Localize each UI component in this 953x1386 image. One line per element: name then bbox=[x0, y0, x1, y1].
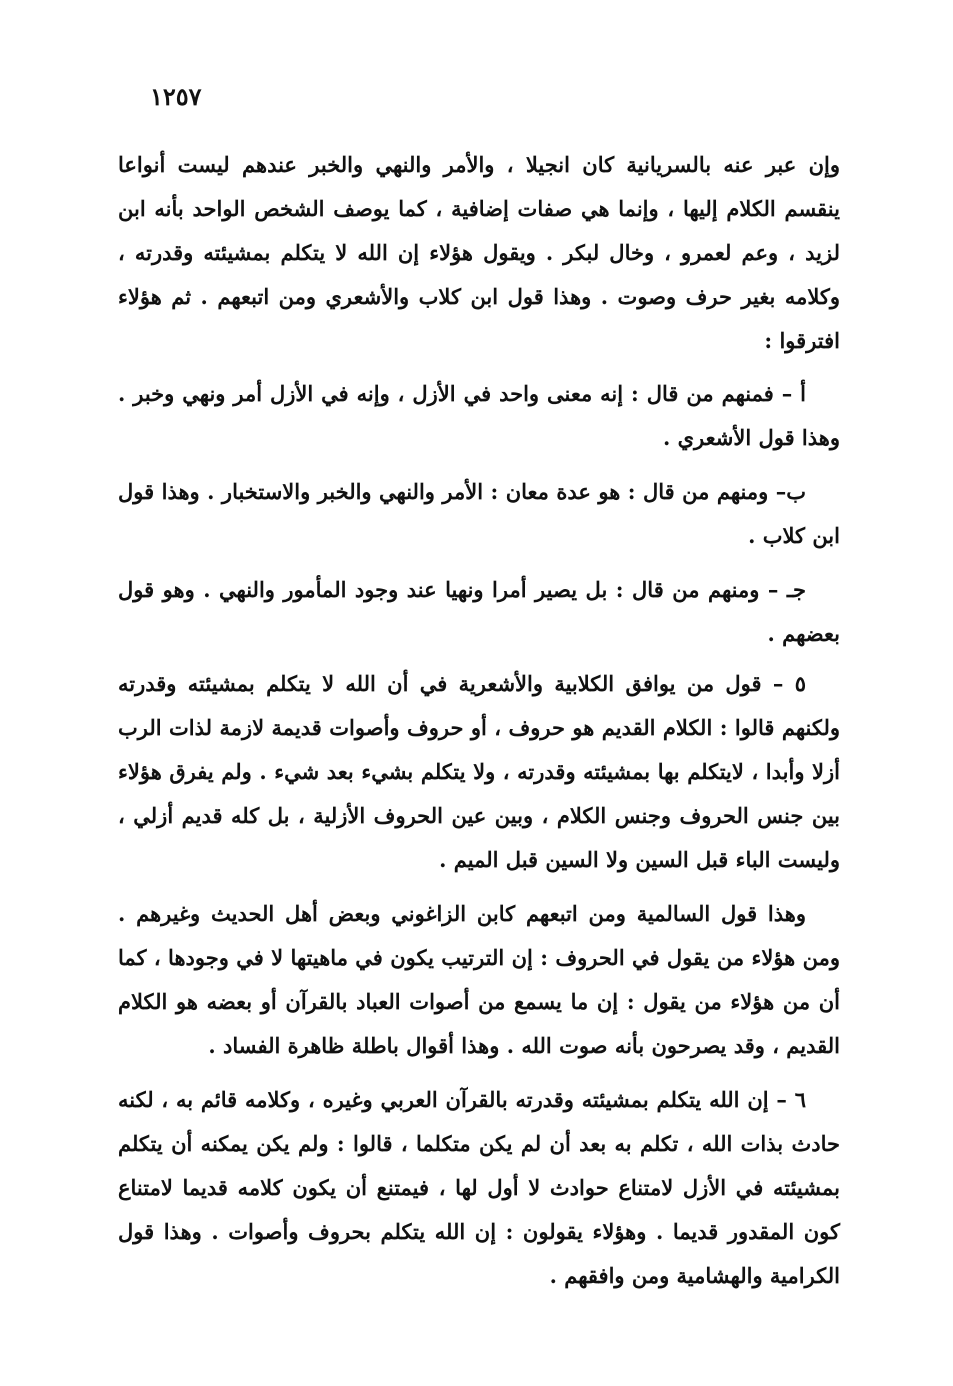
paragraph-alif: أ – فمنهم من قال : إنه معنى واحد في الأزل ، وإنه في الأزل أمر ونهي وخبر . وهذا قول الأشعري . bbox=[118, 381, 840, 450]
paragraph-six: ٦ – إن الله يتكلم بمشيئته وقدرته بالقرآن العربي وغيره ، وكلامه قائم به ، لكنه حادث بذات الله ، تكلم به بعد أن لم يكن متكلما ، قالوا : ولم يكن يمكنه أن يتكلم بمشيئته في الأزل لامتناع حوادث لا أول لها ، فيمتنع أن يكون كلامه قديما لامتناع كون المقدور قديما . وهؤلاء يقولون : إن الله يتكلم بحروف وأصوات . وهذا قول الكرامية والهشامية ومن وافقهم . bbox=[118, 1087, 840, 1288]
paragraph-salimiyya: وهذا قول السالمية ومن اتبعهم كابن الزاغوني وبعض أهل الحديث وغيرهم . ومن هؤلاء من يقول في الحروف : إن الترتيب يكون في ماهيتها لا في وجودها ، كما أن من هؤلاء من يقول : إن ما يسمع من أصوات العباد بالقرآن أو بعضه هو الكلام القديم ، وقد يصرحون بأنه صوت الله . وهذا أقوال باطلة ظاهرة الفساد . bbox=[118, 901, 840, 1058]
paragraph-intro: وإن عبر عنه بالسريانية كان انجيلا ، والأمر والنهي والخبر عندهم ليست أنواعا ينقسم الكلام إليها ، وإنما هي صفات إضافية ، كما يوصف الشخص الواحد بأنه ابن لزيد ، وعم لعمرو ، وخال لبكر . ويقول هؤلاء إن الله لا يتكلم بمشيئته وقدرته ، وكلامه بغير حرف وصوت . وهذا قول ابن كلاب والأشعري ومن اتبعهم . ثم هؤلاء افترقوا : bbox=[118, 152, 840, 353]
paragraph-five: ٥ – قول من يوافق الكلابية والأشعرية في أن الله لا يتكلم بمشيئته وقدرته ولكنهم قالوا : الكلام القديم هو حروف ، أو حروف وأصوات قديمة لازمة لذات الرب أزلا وأبدا ، لايتكلم بها بمشيئته وقدرته ، ولا يتكلم بشيء بعد شيء . ولم يفرق هؤلاء بين جنس الحروف وجنس الكلام ، وبين عين الحروف الأزلية ، بل كله قديم أزلي ، وليست الباء قبل السين ولا السين قبل الميم . bbox=[118, 671, 840, 872]
paragraph-ba: ب– ومنهم من قال : هو عدة معان : الأمر والنهي والخبر والاستخبار . وهذا قول ابن كلاب . bbox=[118, 479, 840, 548]
paragraph-jim: جـ – ومنهم من قال : بل يصير أمرا ونهيا عند وجود المأمور والنهي . وهو قول بعضهم . bbox=[118, 577, 840, 646]
page-number: ١٢٥٧ bbox=[150, 82, 202, 111]
